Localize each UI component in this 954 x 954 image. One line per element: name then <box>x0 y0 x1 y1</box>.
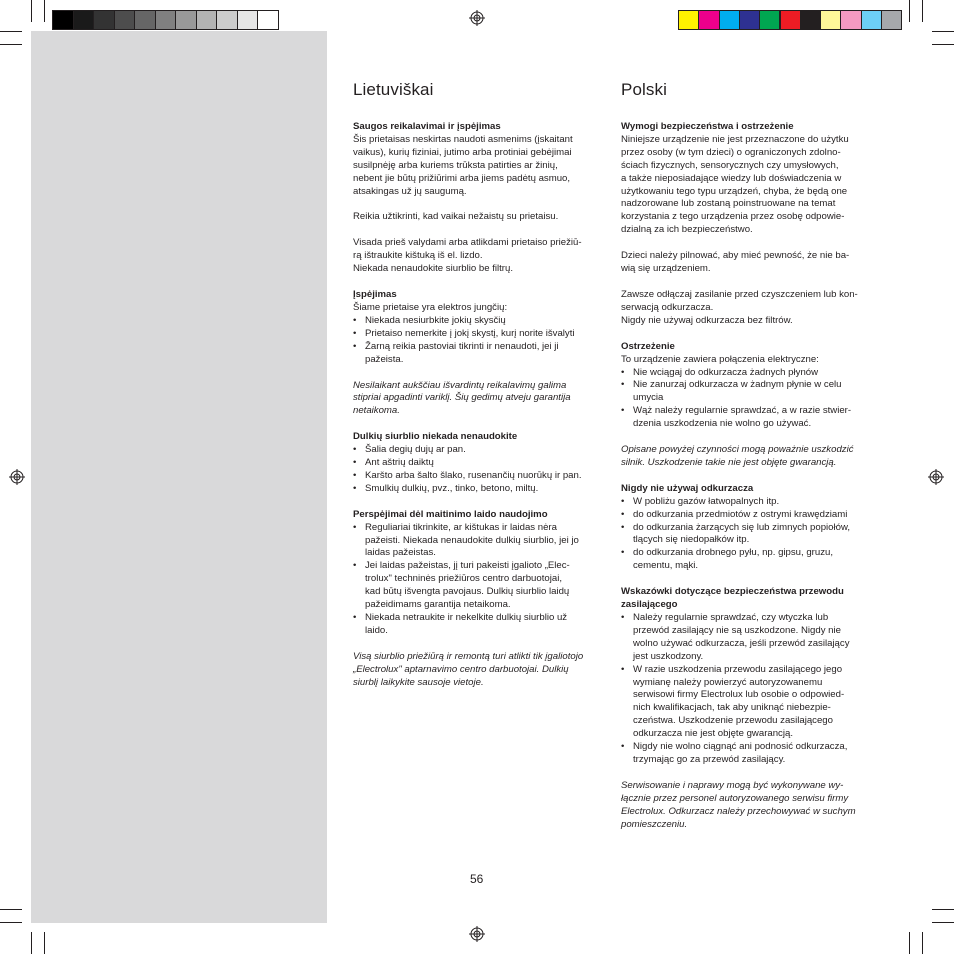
list-item-line: cementu, mąki. <box>633 560 699 572</box>
italic-note <box>621 444 875 470</box>
section-title-polish: Polski <box>621 80 667 99</box>
bullet-list <box>621 612 875 767</box>
color-swatch <box>719 10 740 30</box>
text-line: Opisane powyżej czynności mogą poważnie uszkodzić <box>621 444 854 456</box>
list-item-line: • Šalia degių dujų ar pan. <box>365 444 466 456</box>
color-swatch <box>196 10 218 30</box>
text-line: Niekada nenaudokite siurblio be filtrų. <box>353 263 513 275</box>
list-item-line: laido. <box>365 624 388 636</box>
text-line: wią się urządzeniem. <box>621 263 711 275</box>
text-line: pomieszczeniu. <box>621 818 688 830</box>
color-swatch <box>114 10 136 30</box>
text-line: siurblį laikykite sausoje vietoje. <box>353 676 484 688</box>
text-line: atsakingas už jų saugumą. <box>353 185 467 197</box>
text-line: vaikus), kurių fiziniai, jutimo arba protiniai gebėjimai <box>353 146 572 158</box>
text-line: ściach fizycznych, sensorycznych czy umysłowych, <box>621 159 839 171</box>
bullet-list <box>621 367 875 432</box>
list-item <box>621 741 875 767</box>
color-swatch <box>820 10 841 30</box>
list-item-line: • Nie wciągaj do odkurzacza żadnych płynów <box>633 366 819 378</box>
text-line: Serwisowanie i naprawy mogą być wykonywane wy- <box>621 779 844 791</box>
text-line: netaikoma. <box>353 405 400 417</box>
paragraph <box>621 134 875 237</box>
color-swatch <box>134 10 156 30</box>
color-swatch <box>739 10 760 30</box>
list-item-line: • Ant aštrių daiktų <box>365 457 434 469</box>
list-item-line: pažeisti. Niekada nenaudokite dulkių siurblio, jei jo <box>365 534 579 546</box>
italic-note <box>621 780 875 832</box>
list-item <box>353 444 605 457</box>
paragraph: Šiame prietaise yra elektros jungčių: <box>353 301 508 313</box>
list-item <box>353 315 605 328</box>
text-line: stipriai apgadinti variklį. Šių gedimų atveju garantija <box>353 392 571 404</box>
list-item-line: • Wąż należy regularnie sprawdzać, a w razie stwier- <box>633 405 852 417</box>
color-swatch <box>93 10 115 30</box>
list-item <box>621 522 875 548</box>
list-item-line: • Nigdy nie wolno ciągnąć ani podnosić odkurzacza, <box>633 741 848 753</box>
list-item <box>621 405 875 431</box>
list-item <box>353 341 605 367</box>
color-swatch <box>237 10 259 30</box>
color-swatch <box>780 10 801 30</box>
text-line: silnik. Uszkodzenie takie nie jest objęte gwarancją. <box>621 456 837 468</box>
text-line: Electrolux. Odkurzacz należy przechowywać w suchym <box>621 805 856 817</box>
list-item <box>621 379 875 405</box>
list-item-line: przewód zasilający nie są uszkodzone. Nigdy nie <box>633 624 841 636</box>
list-item-line: dzenia uszkodzenia nie wolno go używać. <box>633 418 812 430</box>
heading-never-use: Nigdy nie używaj odkurzacza <box>621 482 754 494</box>
list-item-line: • do odkurzania przedmiotów z ostrymi krawędziami <box>633 508 848 520</box>
list-item-line: • Jei laidas pažeistas, jį turi pakeisti įgalioto „Elec- <box>365 560 570 572</box>
color-swatch <box>257 10 279 30</box>
list-item-line: • Należy regularnie sprawdzać, czy wtyczka lub <box>633 612 829 623</box>
text-line: Zawsze odłączaj zasilanie przed czyszczeniem lub kon- <box>621 288 858 300</box>
gray-margin-panel <box>31 31 327 923</box>
list-item <box>353 457 605 470</box>
list-item-line: tlących się niedopałków itp. <box>633 534 750 546</box>
list-item-line: • Žarną reikia pastoviai tikrinti ir nenaudoti, jei ji <box>365 340 559 352</box>
italic-note <box>353 380 605 419</box>
registration-mark-icon <box>469 926 485 942</box>
heading-cord-safety <box>621 586 875 612</box>
color-swatch <box>73 10 95 30</box>
text-line: Nesilaikant aukščiau išvardintų reikalavimų galima <box>353 379 567 391</box>
page-number: 56 <box>470 872 484 886</box>
color-swatch <box>800 10 821 30</box>
list-item <box>353 560 605 612</box>
list-item-line: • Niekada nesiurbkite jokių skysčių <box>365 314 506 326</box>
list-item-line: wolno używać odkurzacza, jeśli przewód zasilający <box>633 637 850 649</box>
heading-warning: Ostrzeżenie <box>621 340 675 352</box>
list-item <box>621 664 875 741</box>
list-item <box>353 612 605 638</box>
text-line: użytkowaniu tego typu urządzeń, chyba, że będą one <box>621 185 848 197</box>
list-item <box>621 509 875 522</box>
list-item-line: • Reguliariai tikrinkite, ar kištukas ir laidas nėra <box>365 521 557 533</box>
list-item <box>621 496 875 509</box>
list-item-line: nich kwalifikacjach, tak aby uniknąć niebezpie- <box>633 702 831 714</box>
list-item-line: trzymając go za przewód zasilający. <box>633 753 786 765</box>
text-line: rą ištraukite kištuką iš el. lizdo. <box>353 250 483 262</box>
list-item-line: • Karšto arba šalto šlako, rusenančių nuorūkų ir pan. <box>365 469 582 481</box>
paragraph <box>353 237 605 276</box>
paragraph <box>353 134 605 199</box>
registration-mark-icon <box>928 469 944 485</box>
list-item-line: • Nie zanurzaj odkurzacza w żadnym płynie w celu <box>633 379 842 391</box>
italic-note <box>353 651 605 690</box>
list-item-line: wymianę należy powierzyć autoryzowanemu <box>633 676 823 688</box>
text-line: Reikia užtikrinti, kad vaikai nežaistų su prietaisu. <box>353 211 559 223</box>
text-line: zasilającego <box>621 599 678 611</box>
list-item-line: • Smulkių dulkių, pvz., tinko, betono, miltų. <box>365 482 539 494</box>
text-line: Šis prietaisas neskirtas naudoti asmenims (įskaitant <box>353 133 573 145</box>
list-item <box>353 483 605 496</box>
section-title-lithuanian: Lietuviškai <box>353 80 434 99</box>
list-item-line: • Niekada netraukite ir nekelkite dulkių siurblio už <box>365 612 568 623</box>
heading-safety: Saugos reikalavimai ir įspėjimas <box>353 121 501 132</box>
polish-column <box>621 80 875 832</box>
color-swatch <box>216 10 238 30</box>
list-item <box>621 367 875 380</box>
bullet-list <box>353 522 605 638</box>
list-item-line: umycia <box>633 392 664 404</box>
list-item-line: jest uszkodzony. <box>633 650 704 662</box>
heading-never-use: Dulkių siurblio niekada nenaudokite <box>353 431 518 443</box>
list-item-line: • do odkurzania drobnego pyłu, np. gipsu, gruzu, <box>633 547 834 559</box>
list-item-line: trolux" techninės priežiūros centro darbuotojai, <box>365 573 562 585</box>
text-line: przez osoby (w tym dzieci) o ograniczonych zdolno- <box>621 146 841 158</box>
text-line: Visada prieš valydami arba atlikdami prietaiso priežiū- <box>353 237 582 249</box>
list-item <box>353 328 605 341</box>
text-line: serwacją odkurzacza. <box>621 301 714 313</box>
text-line: łącznie przez personel autoryzowanego serwisu firmy <box>621 792 849 804</box>
list-item-line: pažeista. <box>365 353 404 365</box>
text-line: Visą siurblio priežiūrą ir remontą turi atlikti tik įgaliotojo <box>353 650 584 662</box>
list-item-line: pažeidimams garantija netaikoma. <box>365 599 511 611</box>
bullet-list <box>621 496 875 573</box>
list-item-line: serwisowi firmy Electrolux lub osobie o odpowied- <box>633 689 845 701</box>
heading-safety: Wymogi bezpieczeństwa i ostrzeżenie <box>621 121 794 132</box>
text-line: „Electrolux" aptarnavimo centro darbuotojai. Dulkių <box>353 663 569 675</box>
list-item-line: czeństwa. Uszkodzenie przewodu zasilającego <box>633 715 833 727</box>
heading-warning: Įspėjimas <box>353 289 397 301</box>
color-swatch <box>175 10 197 30</box>
text-line: nebent jie būtų prižiūrimi arba jiems padėtų asmuo, <box>353 172 571 184</box>
list-item <box>621 547 875 573</box>
list-item-line: laidas pažeistas. <box>365 547 436 559</box>
bullet-list <box>353 315 605 367</box>
color-swatch <box>840 10 861 30</box>
registration-mark-icon <box>469 10 485 26</box>
color-swatch <box>155 10 177 30</box>
color-swatch <box>861 10 882 30</box>
lithuanian-column <box>353 80 605 690</box>
list-item-line: • Prietaiso nemerkite į jokį skystį, kurį norite išvalyti <box>365 327 575 339</box>
text-line: dzialną za ich bezpieczeństwo. <box>621 224 753 236</box>
color-swatch <box>52 10 74 30</box>
text-line: a także nieposiadające wiedzy lub doświadczenia w <box>621 172 842 184</box>
list-item-line: odkurzacza nie jest objęte gwarancją. <box>633 728 793 740</box>
list-item <box>621 612 875 664</box>
text-line: Niniejsze urządzenie nie jest przeznaczone do użytku <box>621 133 849 145</box>
list-item-line: • W razie uszkodzenia przewodu zasilającego jego <box>633 663 843 675</box>
text-line: Wskazówki dotyczące bezpieczeństwa przewodu <box>621 586 844 598</box>
paragraph <box>353 211 605 224</box>
paragraph <box>621 250 875 276</box>
registration-mark-icon <box>9 469 25 485</box>
text-line: nadzorowane lub zostaną poinstruowane na temat <box>621 198 836 210</box>
paragraph <box>621 289 875 328</box>
list-item-line: kad būtų išvengta pavojaus. Dulkių siurblio laidų <box>365 586 570 598</box>
list-item <box>353 470 605 483</box>
text-line: Nigdy nie używaj odkurzacza bez filtrów. <box>621 314 793 326</box>
color-swatch <box>678 10 699 30</box>
color-swatch <box>698 10 719 30</box>
list-item-line: • W pobliżu gazów łatwopalnych itp. <box>633 495 780 507</box>
paragraph: To urządzenie zawiera połączenia elektryczne: <box>621 353 819 365</box>
list-item <box>353 522 605 561</box>
color-swatch <box>881 10 902 30</box>
text-line: susilpnėję arba kuriems trūksta patirties ar žinių, <box>353 159 558 171</box>
bullet-list <box>353 444 605 496</box>
list-item-line: • do odkurzania żarzących się lub zimnych popiołów, <box>633 521 851 533</box>
heading-cord-warnings: Perspėjimai dėl maitinimo laido naudojimo <box>353 508 548 520</box>
text-line: korzystania z tego urządzenia przez osobę odpowie- <box>621 211 845 223</box>
color-swatch <box>759 10 780 30</box>
text-line: Dzieci należy pilnować, aby mieć pewność, że nie ba- <box>621 250 850 262</box>
